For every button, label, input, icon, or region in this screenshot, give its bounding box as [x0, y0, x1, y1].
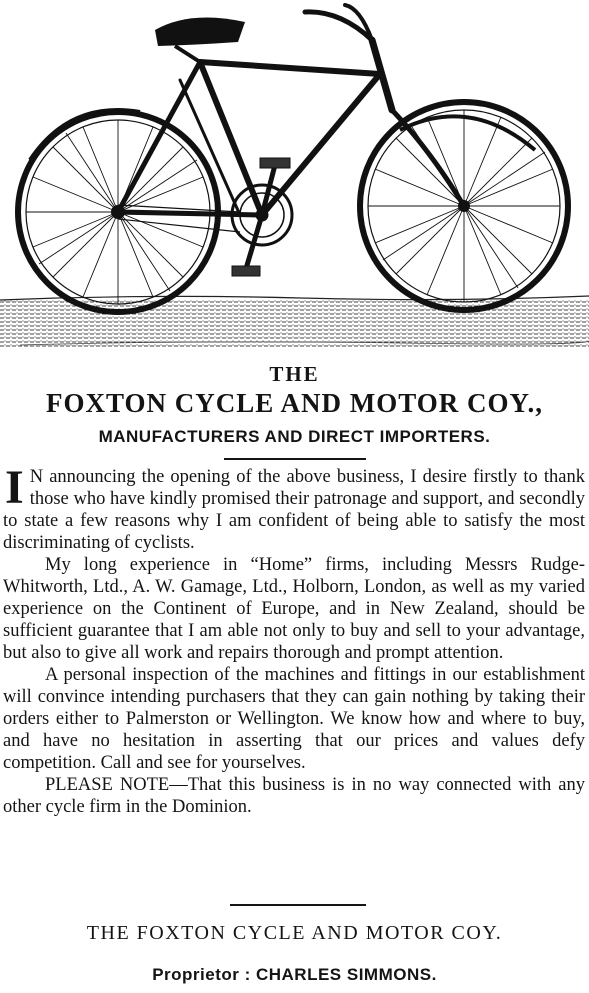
paragraph-1: [3, 461, 585, 554]
footer-company-name: THE FOXTON CYCLE AND MOTOR COY.: [86, 922, 503, 944]
advertisement-body: [3, 461, 585, 818]
paragraph-3: A personal inspection of the machines and fittings in our establishment will convince intending purchasers that they can gain nothing by taking their orders either to Palmerston or Wellington. We know how and where to buy, and have no hesitation in asserting that our prices and values defy competition. Call and see for yourselves.: [3, 665, 585, 773]
proprietor-line: Proprietor : CHARLES SIMMONS.: [152, 965, 437, 984]
drop-cap: I: [5, 461, 24, 514]
saddle: [155, 18, 245, 47]
header-the: THE: [269, 362, 320, 386]
company-title: FOXTON CYCLE AND MOTOR COY.,: [45, 388, 544, 418]
paragraph-1-text: N announcing the opening of the above business, I desire firstly to thank those who have kindly promised their patronage and support, and secondly to state a few reasons why I am confident of being able to satisfy the most discriminating of cyclists.: [3, 467, 585, 553]
bicycle-icon: [0, 0, 589, 358]
divider-bottom: [230, 904, 366, 906]
paragraph-2: My long experience in “Home” firms, including Messrs Rudge-Whitworth, Ltd., A. W. Gamage, Ltd., Holborn, London, as well as my varied experience on the Continent of Europe, and in New Zealand, should be sufficient guarantee that I am able not only to buy and sell to your advantage, but also to give all work and repairs thorough and prompt attention.: [3, 555, 585, 663]
divider-top: [224, 458, 366, 460]
company-subtitle: MANUFACTURERS AND DIRECT IMPORTERS.: [98, 427, 491, 446]
paragraph-4: PLEASE NOTE—That this business is in no way connected with any other cycle firm in the Dominion.: [3, 775, 585, 817]
